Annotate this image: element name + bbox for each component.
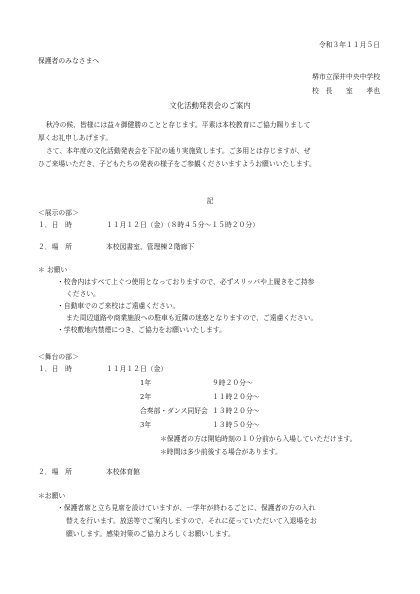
principal-name: 校 長 室 孝也 [312,87,380,95]
schedule-time: １３時２０分～ [212,407,260,415]
schedule-group: 合奏部・ダンス同好会 [140,407,208,415]
issue-date: 令和３年１１月５日 [318,41,380,49]
exhibit-place-value: 本校図書室、管理棟２階廊下 [106,243,195,251]
schedule-time: １３時５０分～ [212,421,260,429]
schedule-time: １１時２０分～ [212,393,260,401]
schedule-note-entry: ＊保護者の方は開始時刻の１０分前から入場していただけます。 [160,435,357,443]
recipient: 保護者のみなさまへ [38,57,100,65]
school-name: 堺市立深井中央中学校 [312,73,380,81]
exhibit-date-label: １．日 時 [38,221,72,229]
exhibit-note-1: ・校舎内はすべて上ぐつ使用となっておりますので、必ずスリッパや上履きをご持参 [57,278,315,286]
schedule-note-time: ＊時間は多少前後する場合があります。 [160,448,282,456]
schedule-group: 3年 [140,421,152,429]
stage-date-label: １．日 時 [38,365,72,373]
stage-place-value: 本校体育館 [106,468,140,476]
exhibit-note-3: ・学校敷地内禁煙につき、ご協力をお願いいたします。 [57,326,226,334]
schedule-group: 2年 [140,393,152,401]
stage-heading: ＜舞台の部＞ [38,353,79,361]
schedule-time: ９時２０分～ [212,379,253,387]
schedule-group: 1年 [140,379,152,387]
document-title: 文化活動発表会のご案内 [169,101,251,110]
stage-note-1: ・保護者席と立ち見席を設けていますが、一学年が終わるごとに、保護者の方の入れ [57,504,316,512]
exhibit-place-label: ２．場 所 [38,243,72,251]
intro-line-4: ひご来場いただき、子どもたちの発表の様子をご参観くださいますようお願いいたします。 [38,160,316,168]
exhibit-notes-heading: ＊ お願い [38,266,68,274]
stage-note-1-cont: 替えを行います。放送等でご案内しますので、それに従っていただいて入退場をお [66,517,317,525]
ki-mark: 記 [206,197,214,205]
exhibit-note-2-cont: また周辺道路や商業施設への駐車も近隣の迷惑となりますので、ご遠慮ください。 [66,314,318,322]
exhibit-heading: ＜展示の部＞ [38,209,79,217]
stage-date-value: １１月１２日（金） [106,365,168,373]
exhibit-date-value: １１月１２日（金）（８時４５分～１５時２０分） [106,221,259,229]
stage-notes-heading: ＊お願い [38,492,66,500]
exhibit-note-2: ・自動車でのご来校はご遠慮ください。 [57,302,180,310]
stage-note-1-cont: 願いします。感染対策のご協力よろしくお願いします。 [66,530,235,538]
exhibit-note-1-cont: ください。 [66,290,100,298]
intro-line-1: 秋冷の候、皆様には益々御健勝のことと存じます。平素は本校教育にご協力賜りまして [46,121,311,129]
stage-place-label: ２．場 所 [38,468,72,476]
intro-line-3: さて、本年度の文化活動発表会を下記の通り実施致します。ご多用とは存じますが、ぜ [46,147,311,155]
intro-line-2: 厚くお礼申しあげます。 [38,134,113,142]
